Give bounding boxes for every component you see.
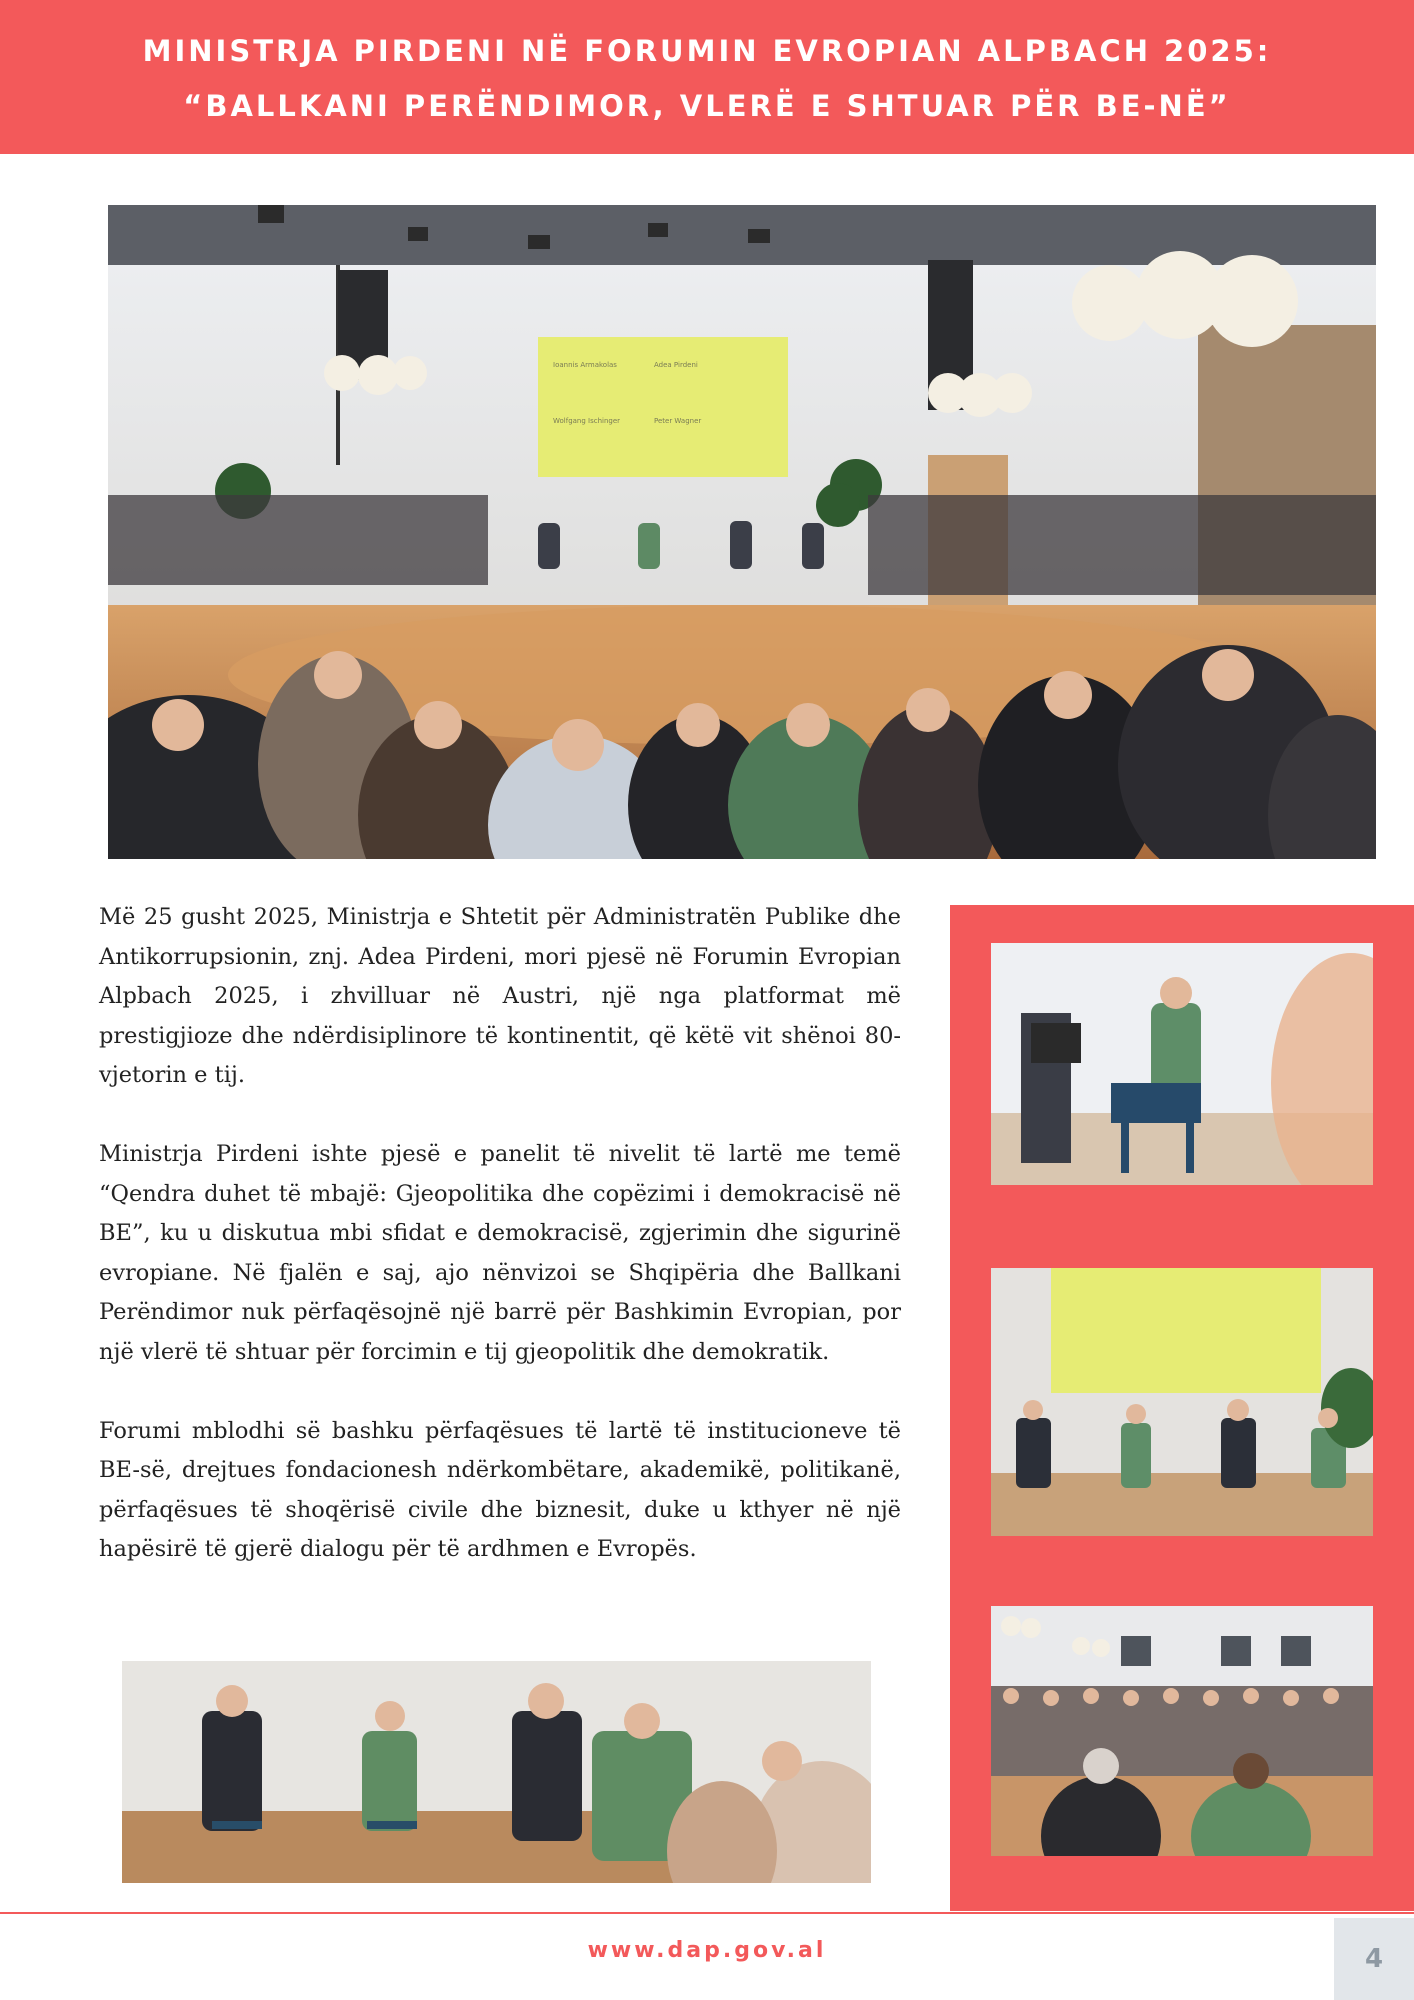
screen-name-3: Wolfgang Ischinger: [553, 417, 621, 425]
footer-rule: [0, 1912, 1414, 1914]
title-line-1: MINISTRJA PIRDENI NË FORUMIN EVROPIAN ALPBACH 2025:: [142, 34, 1272, 68]
side-photo-panel: [991, 1268, 1373, 1536]
title-line-2: “BALLKANI PERËNDIMOR, VLERË E SHTUAR PËR BE-NË”: [183, 89, 1231, 123]
side-photo-minister: [991, 943, 1373, 1185]
panel-speakers-photo: [122, 1661, 871, 1883]
screen-name-1: Ioannis Armakolas: [553, 361, 617, 369]
paragraph-3: Forumi mblodhi së bashku përfaqësues të lartë të institucioneve të BE-së, drejtues fondacionesh ndërkombëtare, akademikë, politikanë, përfaqësues të shoqërisë civile dhe biznesit, duke u kthyer në një hapësirë të gjerë dialogu për të ardhmen e Evropës.: [99, 1417, 901, 1562]
page-number: 4: [1334, 1918, 1414, 2000]
article-body: [99, 898, 901, 1609]
paragraph-2: Ministrja Pirdeni ishte pjesë e panelit të nivelit të lartë me temë “Qendra duhet të mbajë: Gjeopolitika dhe copëzimi i demokracisë në BE”, ku u diskutua mbi sfidat e demokracisë, zgjerimin dhe sigurinë evropiane. Në fjalën e saj, ajo nënvizoi se Shqipëria dhe Ballkani Perëndimor nuk përfaqësojnë një barrë për Bashkimin Evropian, por një vlerë të shtuar për forcimin e tij gjeopolitik dhe demokratik.: [99, 1141, 901, 1365]
header-banner: [0, 0, 1414, 154]
main-photo: [108, 205, 1376, 859]
paragraph-1: Më 25 gusht 2025, Ministrja e Shtetit për Administratën Publike dhe Antikorrupsionin, znj. Adea Pirdeni, mori pjesë në Forumin Evropian Alpbach 2025, i zhvilluar në Austri, një nga platformat më prestigjioze dhe ndërdisiplinore të kontinentit, që këtë vit shënoi 80-vjetorin e tij.: [99, 904, 901, 1088]
footer-url[interactable]: www.dap.gov.al: [587, 1938, 827, 1963]
side-photo-audience: [991, 1606, 1373, 1856]
screen-name-4: Peter Wagner: [654, 417, 702, 425]
screen-name-2: Adea Pirdeni: [654, 361, 698, 369]
